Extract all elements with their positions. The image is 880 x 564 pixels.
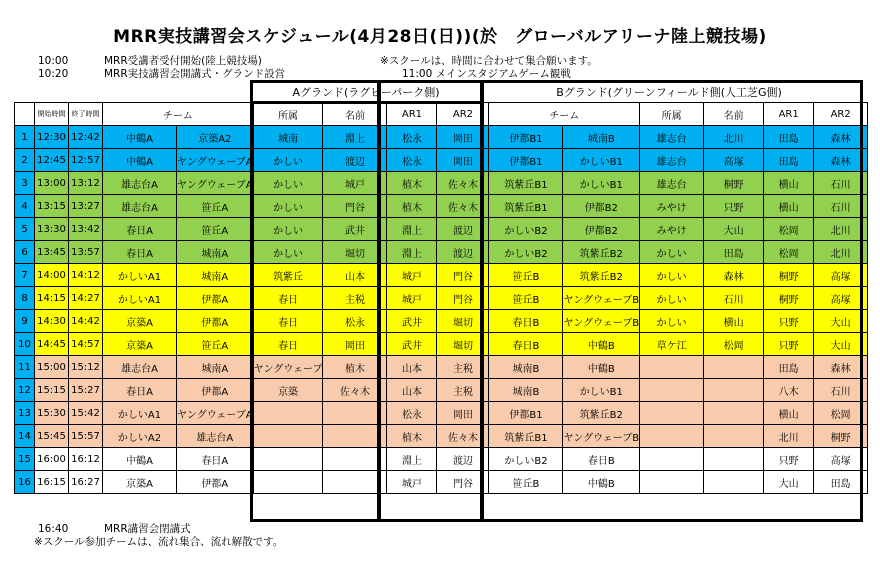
a-ar1: 植木 bbox=[387, 195, 437, 218]
footer-note: ※スクール参加チームは、流れ集合、流れ解散です。 bbox=[34, 536, 284, 548]
header-no bbox=[15, 103, 35, 126]
b-ar1: 横山 bbox=[764, 195, 814, 218]
b-referee-name: 高塚 bbox=[704, 149, 764, 172]
schedule-row bbox=[15, 471, 868, 494]
note-right-1: ※スクールは、時間に合わせて集合願います。 bbox=[380, 55, 598, 67]
b-ar1: 只野 bbox=[764, 310, 814, 333]
a-team-1: 京築A bbox=[103, 333, 177, 356]
b-referee-affil: 草ケ江 bbox=[640, 333, 704, 356]
b-team-2: 中鶴B bbox=[563, 356, 640, 379]
schedule-row bbox=[15, 379, 868, 402]
header-a-name: 名前 bbox=[323, 103, 387, 126]
b-team-2: かしいB1 bbox=[563, 172, 640, 195]
b-team-2: 春日B bbox=[563, 448, 640, 471]
schedule-row bbox=[15, 218, 868, 241]
b-ar2: 森林 bbox=[814, 126, 868, 149]
a-team-1: 春日A bbox=[103, 241, 177, 264]
a-referee-affil: ヤングウェーブ bbox=[253, 356, 323, 379]
a-referee-name: 堀切 bbox=[323, 241, 387, 264]
b-team-1: 春日B bbox=[489, 310, 563, 333]
b-ar2: 石川 bbox=[814, 379, 868, 402]
b-referee-name bbox=[704, 402, 764, 425]
a-ar2: 岡田 bbox=[437, 149, 489, 172]
a-referee-name: 城戸 bbox=[323, 172, 387, 195]
b-referee-affil bbox=[640, 448, 704, 471]
a-referee-affil bbox=[253, 425, 323, 448]
a-referee-affil: かしい bbox=[253, 218, 323, 241]
b-referee-affil: みやけ bbox=[640, 195, 704, 218]
b-ar1: 只野 bbox=[764, 448, 814, 471]
end-time: 12:42 bbox=[69, 126, 103, 149]
b-ar2: 石川 bbox=[814, 172, 868, 195]
a-referee-affil: 京築 bbox=[253, 379, 323, 402]
start-time: 12:30 bbox=[35, 126, 69, 149]
a-ar2: 堀切 bbox=[437, 333, 489, 356]
b-team-1: かしいB2 bbox=[489, 448, 563, 471]
a-ar1: 山本 bbox=[387, 379, 437, 402]
footer-time: 16:40 bbox=[38, 523, 69, 535]
note-time-2: 10:20 bbox=[38, 68, 69, 80]
a-referee-name bbox=[323, 471, 387, 494]
b-team-2: ヤングウェーブB bbox=[563, 425, 640, 448]
start-time: 13:45 bbox=[35, 241, 69, 264]
a-referee-affil: 城南 bbox=[253, 126, 323, 149]
a-referee-affil: 筑紫丘 bbox=[253, 264, 323, 287]
a-ar2: 渡辺 bbox=[437, 241, 489, 264]
note-time-1: 10:00 bbox=[38, 55, 69, 67]
a-referee-name: 門谷 bbox=[323, 195, 387, 218]
a-team-1: 雄志台A bbox=[103, 195, 177, 218]
b-ar2: 田島 bbox=[814, 471, 868, 494]
row-number: 7 bbox=[15, 264, 35, 287]
b-team-1: 城南B bbox=[489, 356, 563, 379]
a-ar1: 松永 bbox=[387, 402, 437, 425]
schedule-table bbox=[14, 102, 868, 494]
b-referee-name bbox=[704, 471, 764, 494]
start-time: 13:30 bbox=[35, 218, 69, 241]
b-ar1: 田島 bbox=[764, 149, 814, 172]
b-referee-name: 石川 bbox=[704, 287, 764, 310]
start-time: 13:00 bbox=[35, 172, 69, 195]
header-a-affil: 所属 bbox=[253, 103, 323, 126]
b-team-2: かしいB1 bbox=[563, 379, 640, 402]
a-referee-name: 主税 bbox=[323, 287, 387, 310]
a-referee-affil: かしい bbox=[253, 241, 323, 264]
a-team-2: 城南A bbox=[177, 264, 254, 287]
b-team-2: 筑紫丘B2 bbox=[563, 402, 640, 425]
b-ar2: 桐野 bbox=[814, 425, 868, 448]
a-team-1: 雄志台A bbox=[103, 356, 177, 379]
start-time: 16:00 bbox=[35, 448, 69, 471]
a-team-2: ヤングウェーブA bbox=[177, 172, 254, 195]
a-team-2: 笹丘A bbox=[177, 333, 254, 356]
schedule-row bbox=[15, 264, 868, 287]
b-referee-affil: 雄志台 bbox=[640, 149, 704, 172]
a-referee-name: 渡辺 bbox=[323, 149, 387, 172]
end-time: 14:42 bbox=[69, 310, 103, 333]
schedule-row bbox=[15, 356, 868, 379]
b-ar2: 高塚 bbox=[814, 264, 868, 287]
schedule-row bbox=[15, 333, 868, 356]
b-team-2: ヤングウェーブB bbox=[563, 287, 640, 310]
b-team-2: 筑紫丘B2 bbox=[563, 264, 640, 287]
a-ar2: 主税 bbox=[437, 379, 489, 402]
b-referee-affil: かしい bbox=[640, 287, 704, 310]
b-referee-name: 松岡 bbox=[704, 333, 764, 356]
a-team-1: 京築A bbox=[103, 310, 177, 333]
a-team-1: 中鶴A bbox=[103, 149, 177, 172]
a-ar1: 城戸 bbox=[387, 471, 437, 494]
a-team-2: 伊都A bbox=[177, 471, 254, 494]
a-ar1: 淵上 bbox=[387, 448, 437, 471]
row-number: 12 bbox=[15, 379, 35, 402]
end-time: 14:27 bbox=[69, 287, 103, 310]
b-referee-affil: かしい bbox=[640, 310, 704, 333]
b-ar2: 松岡 bbox=[814, 402, 868, 425]
b-ar1: 横山 bbox=[764, 172, 814, 195]
end-time: 15:42 bbox=[69, 402, 103, 425]
b-team-2: かしいB1 bbox=[563, 149, 640, 172]
a-team-1: 中鶴A bbox=[103, 448, 177, 471]
b-referee-name: 大山 bbox=[704, 218, 764, 241]
a-referee-affil: かしい bbox=[253, 172, 323, 195]
note-text-1: MRR受講者受付開始(陸上競技場) bbox=[104, 55, 262, 67]
a-referee-affil: かしい bbox=[253, 195, 323, 218]
b-ar1: 大山 bbox=[764, 471, 814, 494]
a-ar2: 佐々木 bbox=[437, 425, 489, 448]
end-time: 13:57 bbox=[69, 241, 103, 264]
end-time: 15:12 bbox=[69, 356, 103, 379]
b-team-2: 中鶴B bbox=[563, 471, 640, 494]
row-number: 1 bbox=[15, 126, 35, 149]
schedule-row bbox=[15, 425, 868, 448]
a-ar1: 山本 bbox=[387, 356, 437, 379]
schedule-row bbox=[15, 195, 868, 218]
a-referee-name: 淵上 bbox=[323, 126, 387, 149]
a-team-2: 城南A bbox=[177, 241, 254, 264]
row-number: 3 bbox=[15, 172, 35, 195]
a-referee-name: 山本 bbox=[323, 264, 387, 287]
schedule-row bbox=[15, 448, 868, 471]
schedule-row bbox=[15, 402, 868, 425]
b-ar2: 森林 bbox=[814, 356, 868, 379]
row-number: 4 bbox=[15, 195, 35, 218]
a-ar2: 門谷 bbox=[437, 287, 489, 310]
header-b-team: チーム bbox=[489, 103, 640, 126]
row-number: 8 bbox=[15, 287, 35, 310]
b-ar1: 桐野 bbox=[764, 264, 814, 287]
end-time: 16:27 bbox=[69, 471, 103, 494]
b-ar1: 松岡 bbox=[764, 218, 814, 241]
b-ar1: 桐野 bbox=[764, 287, 814, 310]
start-time: 15:30 bbox=[35, 402, 69, 425]
a-referee-name bbox=[323, 448, 387, 471]
start-time: 14:00 bbox=[35, 264, 69, 287]
b-ar1: 横山 bbox=[764, 402, 814, 425]
a-team-2: 伊都A bbox=[177, 287, 254, 310]
b-ar1: 八木 bbox=[764, 379, 814, 402]
header-end: 終了時間 bbox=[69, 103, 103, 126]
b-referee-affil bbox=[640, 471, 704, 494]
a-team-1: かしいA1 bbox=[103, 287, 177, 310]
a-referee-name: 佐々木 bbox=[323, 379, 387, 402]
b-team-1: 笹丘B bbox=[489, 264, 563, 287]
a-team-2: ヤングウェーブA bbox=[177, 402, 254, 425]
note-text-2: MRR実技講習会開講式・グランド設営 bbox=[104, 68, 286, 80]
a-ar1: 城戸 bbox=[387, 287, 437, 310]
start-time: 16:15 bbox=[35, 471, 69, 494]
start-time: 14:15 bbox=[35, 287, 69, 310]
a-ar2: 岡田 bbox=[437, 402, 489, 425]
row-number: 16 bbox=[15, 471, 35, 494]
b-referee-affil bbox=[640, 356, 704, 379]
row-number: 2 bbox=[15, 149, 35, 172]
a-team-2: 伊都A bbox=[177, 310, 254, 333]
a-referee-affil: 春日 bbox=[253, 310, 323, 333]
b-team-2: 伊都B2 bbox=[563, 218, 640, 241]
a-ar2: 佐々木 bbox=[437, 172, 489, 195]
a-team-1: 雄志台A bbox=[103, 172, 177, 195]
b-team-1: 伊都B1 bbox=[489, 126, 563, 149]
row-number: 14 bbox=[15, 425, 35, 448]
start-time: 13:15 bbox=[35, 195, 69, 218]
b-referee-name: 田島 bbox=[704, 241, 764, 264]
a-referee-name: 岡田 bbox=[323, 333, 387, 356]
b-team-1: かしいB2 bbox=[489, 241, 563, 264]
a-ar1: 武井 bbox=[387, 310, 437, 333]
a-referee-affil bbox=[253, 471, 323, 494]
schedule-row bbox=[15, 126, 868, 149]
b-referee-affil: 雄志台 bbox=[640, 172, 704, 195]
b-ar1: 田島 bbox=[764, 126, 814, 149]
a-referee-name bbox=[323, 425, 387, 448]
b-ar2: 石川 bbox=[814, 195, 868, 218]
a-team-1: 春日A bbox=[103, 218, 177, 241]
b-referee-affil: みやけ bbox=[640, 218, 704, 241]
a-referee-name: 松永 bbox=[323, 310, 387, 333]
a-referee-affil bbox=[253, 448, 323, 471]
end-time: 14:12 bbox=[69, 264, 103, 287]
row-number: 11 bbox=[15, 356, 35, 379]
footer-text: MRR講習会閉講式 bbox=[104, 523, 191, 535]
b-referee-affil: かしい bbox=[640, 264, 704, 287]
row-number: 15 bbox=[15, 448, 35, 471]
b-team-1: 筑紫丘B1 bbox=[489, 172, 563, 195]
end-time: 12:57 bbox=[69, 149, 103, 172]
b-ar2: 高塚 bbox=[814, 287, 868, 310]
b-ar1: 北川 bbox=[764, 425, 814, 448]
b-ar2: 森林 bbox=[814, 149, 868, 172]
schedule-row bbox=[15, 310, 868, 333]
b-ar2: 大山 bbox=[814, 333, 868, 356]
a-ar2: 佐々木 bbox=[437, 195, 489, 218]
row-number: 9 bbox=[15, 310, 35, 333]
end-time: 16:12 bbox=[69, 448, 103, 471]
a-ar2: 渡辺 bbox=[437, 218, 489, 241]
a-team-2: 伊都A bbox=[177, 379, 254, 402]
a-ar2: 堀切 bbox=[437, 310, 489, 333]
a-ar2: 門谷 bbox=[437, 264, 489, 287]
b-referee-name: 只野 bbox=[704, 195, 764, 218]
end-time: 15:57 bbox=[69, 425, 103, 448]
a-team-1: 中鶴A bbox=[103, 126, 177, 149]
b-referee-name: 北川 bbox=[704, 126, 764, 149]
b-ar2: 北川 bbox=[814, 218, 868, 241]
b-team-2: ヤングウェーブB bbox=[563, 310, 640, 333]
row-number: 10 bbox=[15, 333, 35, 356]
b-referee-name: 横山 bbox=[704, 310, 764, 333]
a-ar1: 淵上 bbox=[387, 241, 437, 264]
header-a-team: チーム bbox=[103, 103, 254, 126]
a-team-2: 城南A bbox=[177, 356, 254, 379]
a-team-1: かしいA1 bbox=[103, 264, 177, 287]
a-team-2: 雄志台A bbox=[177, 425, 254, 448]
group-b-label: Bグランド(グリーンフィールド側(人工芝G側) bbox=[556, 86, 782, 99]
a-team-2: 笹丘A bbox=[177, 195, 254, 218]
start-time: 12:45 bbox=[35, 149, 69, 172]
b-referee-name: 桐野 bbox=[704, 172, 764, 195]
end-time: 13:27 bbox=[69, 195, 103, 218]
b-team-1: 笹丘B bbox=[489, 287, 563, 310]
a-referee-affil: 春日 bbox=[253, 333, 323, 356]
a-ar1: 松永 bbox=[387, 126, 437, 149]
b-team-1: かしいB2 bbox=[489, 218, 563, 241]
b-ar2: 高塚 bbox=[814, 448, 868, 471]
a-team-2: 京築A2 bbox=[177, 126, 254, 149]
a-ar2: 岡田 bbox=[437, 126, 489, 149]
a-team-2: 春日A bbox=[177, 448, 254, 471]
start-time: 15:15 bbox=[35, 379, 69, 402]
b-team-2: 城南B bbox=[563, 126, 640, 149]
header-b-affil: 所属 bbox=[640, 103, 704, 126]
schedule-row bbox=[15, 241, 868, 264]
b-team-1: 筑紫丘B1 bbox=[489, 195, 563, 218]
b-referee-affil: かしい bbox=[640, 241, 704, 264]
page-title: MRR実技講習会スケジュール(4月28日(日))(於 グローバルアリーナ陸上競技場) bbox=[113, 27, 767, 47]
header-a-ar2: AR2 bbox=[437, 103, 489, 126]
b-team-1: 筑紫丘B1 bbox=[489, 425, 563, 448]
a-referee-name: 植木 bbox=[323, 356, 387, 379]
a-team-1: かしいA1 bbox=[103, 402, 177, 425]
a-ar1: 武井 bbox=[387, 333, 437, 356]
a-ar1: 城戸 bbox=[387, 264, 437, 287]
a-referee-affil: かしい bbox=[253, 149, 323, 172]
a-referee-name bbox=[323, 402, 387, 425]
start-time: 14:45 bbox=[35, 333, 69, 356]
b-team-1: 城南B bbox=[489, 379, 563, 402]
b-ar2: 大山 bbox=[814, 310, 868, 333]
a-referee-affil bbox=[253, 402, 323, 425]
header-b-name: 名前 bbox=[704, 103, 764, 126]
group-a-label: Aグランド(ラグビーパーク側) bbox=[292, 86, 440, 99]
b-ar1: 只野 bbox=[764, 333, 814, 356]
b-team-2: 筑紫丘B2 bbox=[563, 241, 640, 264]
start-time: 14:30 bbox=[35, 310, 69, 333]
b-team-1: 伊都B1 bbox=[489, 402, 563, 425]
a-ar1: 植木 bbox=[387, 172, 437, 195]
row-number: 5 bbox=[15, 218, 35, 241]
b-ar2: 北川 bbox=[814, 241, 868, 264]
b-team-2: 伊都B2 bbox=[563, 195, 640, 218]
a-referee-name: 武井 bbox=[323, 218, 387, 241]
end-time: 15:27 bbox=[69, 379, 103, 402]
a-team-1: 京築A bbox=[103, 471, 177, 494]
a-team-1: 春日A bbox=[103, 379, 177, 402]
start-time: 15:45 bbox=[35, 425, 69, 448]
a-ar2: 主税 bbox=[437, 356, 489, 379]
b-ar1: 松岡 bbox=[764, 241, 814, 264]
a-team-1: かしいA2 bbox=[103, 425, 177, 448]
b-referee-name bbox=[704, 356, 764, 379]
header-start: 開始時間 bbox=[35, 103, 69, 126]
end-time: 14:57 bbox=[69, 333, 103, 356]
a-ar2: 門谷 bbox=[437, 471, 489, 494]
start-time: 15:00 bbox=[35, 356, 69, 379]
b-team-1: 春日B bbox=[489, 333, 563, 356]
a-team-2: 笹丘A bbox=[177, 218, 254, 241]
b-referee-name bbox=[704, 425, 764, 448]
a-ar1: 淵上 bbox=[387, 218, 437, 241]
header-a-ar1: AR1 bbox=[387, 103, 437, 126]
b-team-1: 伊都B1 bbox=[489, 149, 563, 172]
a-referee-affil: 春日 bbox=[253, 287, 323, 310]
end-time: 13:42 bbox=[69, 218, 103, 241]
header-row bbox=[15, 103, 868, 126]
b-referee-name bbox=[704, 379, 764, 402]
b-team-2: 中鶴B bbox=[563, 333, 640, 356]
b-referee-affil bbox=[640, 425, 704, 448]
a-ar2: 渡辺 bbox=[437, 448, 489, 471]
a-team-2: ヤングウェーブA bbox=[177, 149, 254, 172]
schedule-row bbox=[15, 172, 868, 195]
a-ar1: 松永 bbox=[387, 149, 437, 172]
schedule-row bbox=[15, 149, 868, 172]
b-referee-affil: 雄志台 bbox=[640, 126, 704, 149]
b-referee-name bbox=[704, 448, 764, 471]
note-right-2: 11:00 メインスタジアムゲーム観戦 bbox=[402, 68, 571, 80]
row-number: 6 bbox=[15, 241, 35, 264]
b-referee-affil bbox=[640, 379, 704, 402]
b-ar1: 田島 bbox=[764, 356, 814, 379]
a-ar1: 植木 bbox=[387, 425, 437, 448]
schedule-row bbox=[15, 287, 868, 310]
header-b-ar2: AR2 bbox=[814, 103, 868, 126]
end-time: 13:12 bbox=[69, 172, 103, 195]
b-referee-affil bbox=[640, 402, 704, 425]
header-b-ar1: AR1 bbox=[764, 103, 814, 126]
row-number: 13 bbox=[15, 402, 35, 425]
b-referee-name: 森林 bbox=[704, 264, 764, 287]
b-team-1: 笹丘B bbox=[489, 471, 563, 494]
